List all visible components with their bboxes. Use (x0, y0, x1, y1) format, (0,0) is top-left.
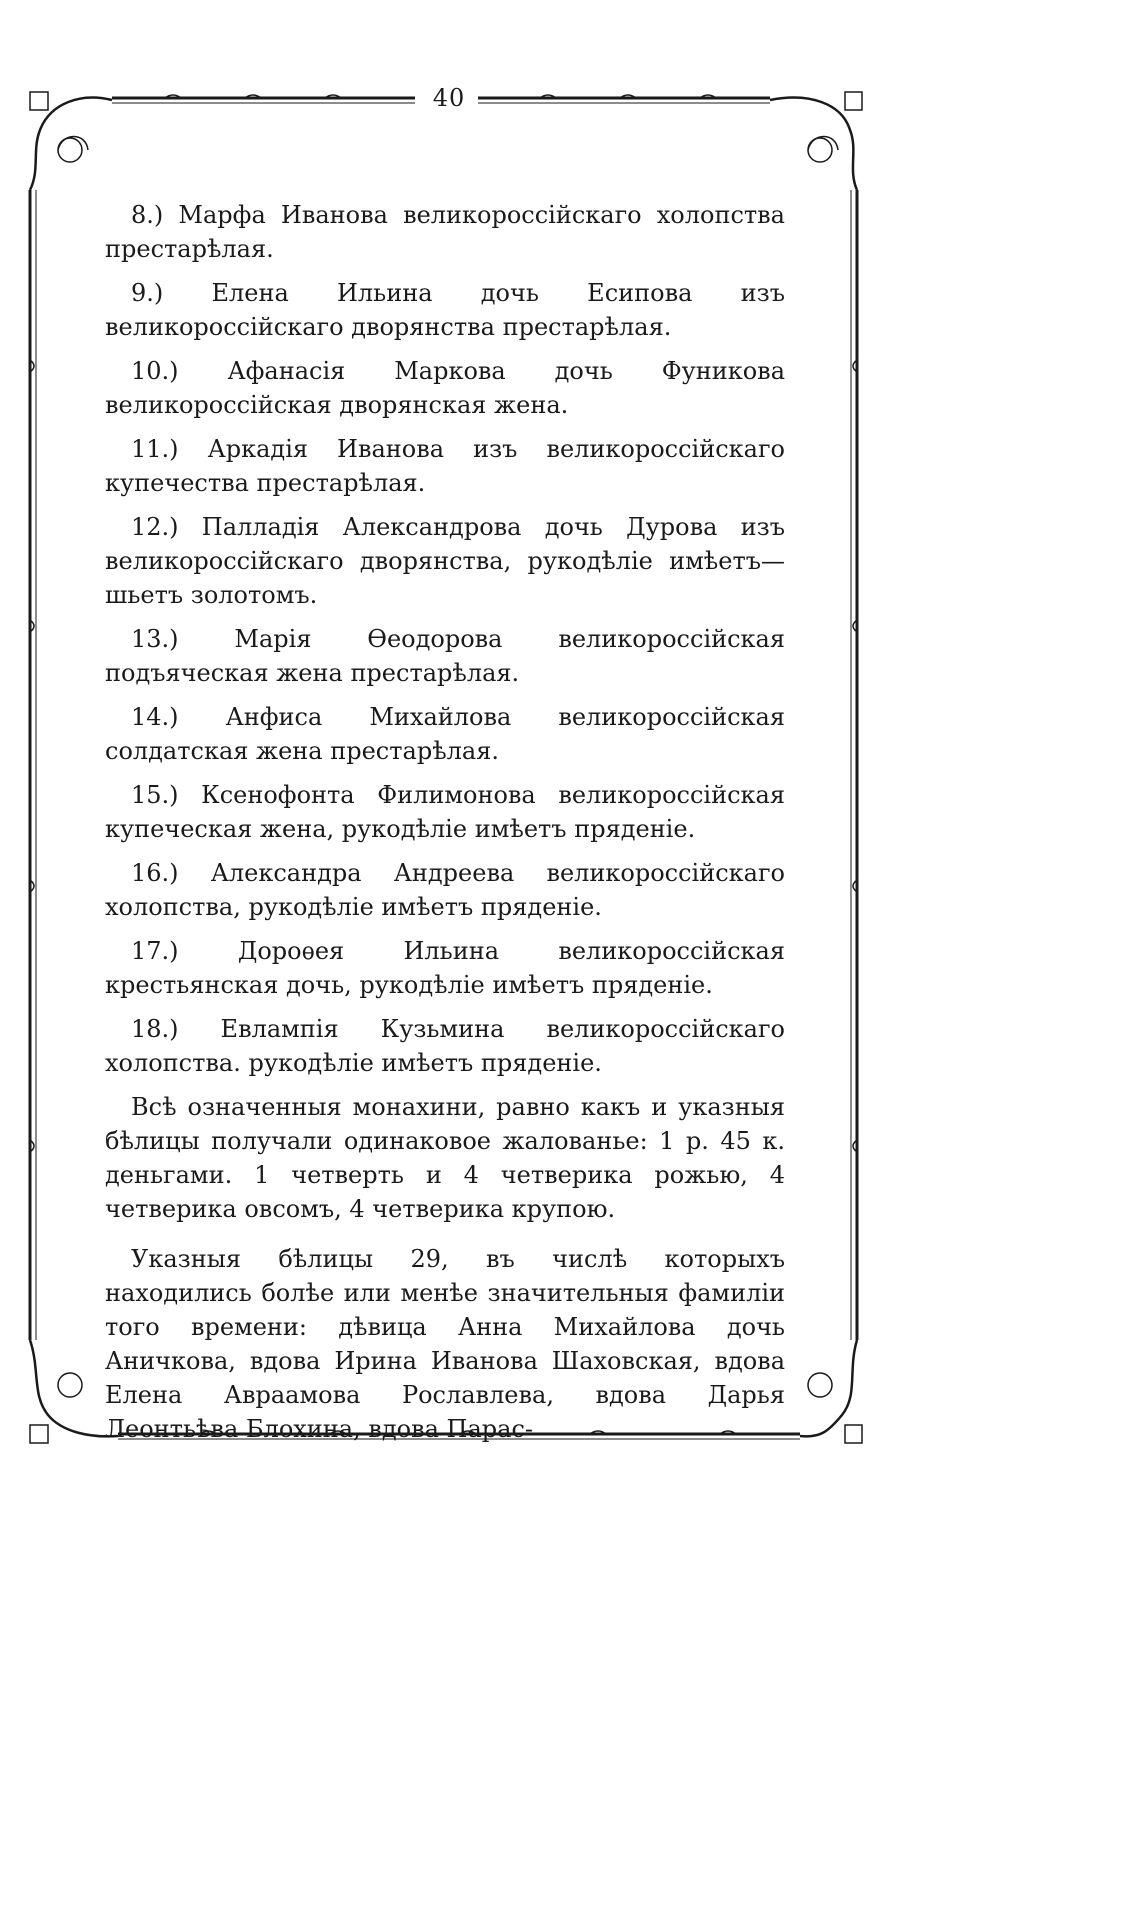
page-number: 40 (420, 84, 478, 112)
list-item (105, 856, 785, 924)
entry-number: 18.) (131, 1015, 179, 1043)
entry-number: 15.) (131, 781, 179, 809)
entry-number: 13.) (131, 625, 179, 653)
list-item (105, 700, 785, 768)
entry-text: Палладія Александрова дочь Дурова изъ великороссійскаго дворянства, рукодѣліе имѣетъ—шьетъ золотомъ. (105, 513, 785, 609)
entry-number: 17.) (131, 937, 179, 965)
list-item (105, 622, 785, 690)
list-item (105, 778, 785, 846)
list-item (105, 510, 785, 612)
list-item (105, 198, 785, 266)
entry-number: 10.) (131, 357, 179, 385)
entry-number: 12.) (131, 513, 179, 541)
entry-number: 9.) (131, 279, 164, 307)
entry-text: Евлампія Кузьмина великороссійскаго холопства. рукодѣліе имѣетъ пряденіе. (105, 1015, 785, 1077)
entry-number: 8.) (131, 201, 164, 229)
entry-text: Ксенофонта Филимонова великороссійская купеческая жена, рукодѣліе имѣетъ пряденіе. (105, 781, 785, 843)
entry-text: Марфа Иванова великороссійскаго холопства престарѣлая. (105, 201, 785, 263)
entry-number: 11.) (131, 435, 179, 463)
list-item (105, 432, 785, 500)
entry-text: Афанасія Маркова дочь Фуникова великороссійская дворянская жена. (105, 357, 785, 419)
entry-text: Аркадія Иванова изъ великороссійскаго купечества престарѣлая. (105, 435, 785, 497)
list-item (105, 276, 785, 344)
entry-text: Анфиса Михайлова великороссійская солдатская жена престарѣлая. (105, 703, 785, 765)
entry-text: Марія Ѳеодорова великороссійская подъяческая жена престарѣлая. (105, 625, 785, 687)
list-item (105, 934, 785, 1002)
entry-text: Дороѳея Ильина великороссійская крестьянская дочь, рукодѣліе имѣетъ пряденіе. (105, 937, 785, 999)
body-paragraph: Указныя бѣлицы 29, въ числѣ которыхъ находились болѣе или менѣе значительныя фамиліи того времени: дѣвица Анна Михайлова дочь Аничкова, вдова Ирина Иванова Шаховская, вдова Елена Авраамова Рославлева, вдова Дарья Леонтьѣва Блохина, вдова Парас- (105, 1245, 785, 1443)
entry-number: 16.) (131, 859, 179, 887)
entry-number: 14.) (131, 703, 179, 731)
entry-text: Александра Андреева великороссійскаго холопства, рукодѣліе имѣетъ пряденіе. (105, 859, 785, 921)
list-item (105, 354, 785, 422)
body-paragraph: Всѣ означенныя монахини, равно какъ и указныя бѣлицы получали одинаковое жалованье: 1 р. 45 к. деньгами. 1 четверть и 4 четверика рожью, 4 четверика овсомъ, 4 четверика крупою. (105, 1093, 785, 1223)
main-text (105, 198, 785, 1462)
entry-text: Елена Ильина дочь Есипова изъ великороссійскаго дворянства престарѣлая. (105, 279, 785, 341)
list-item (105, 1012, 785, 1080)
